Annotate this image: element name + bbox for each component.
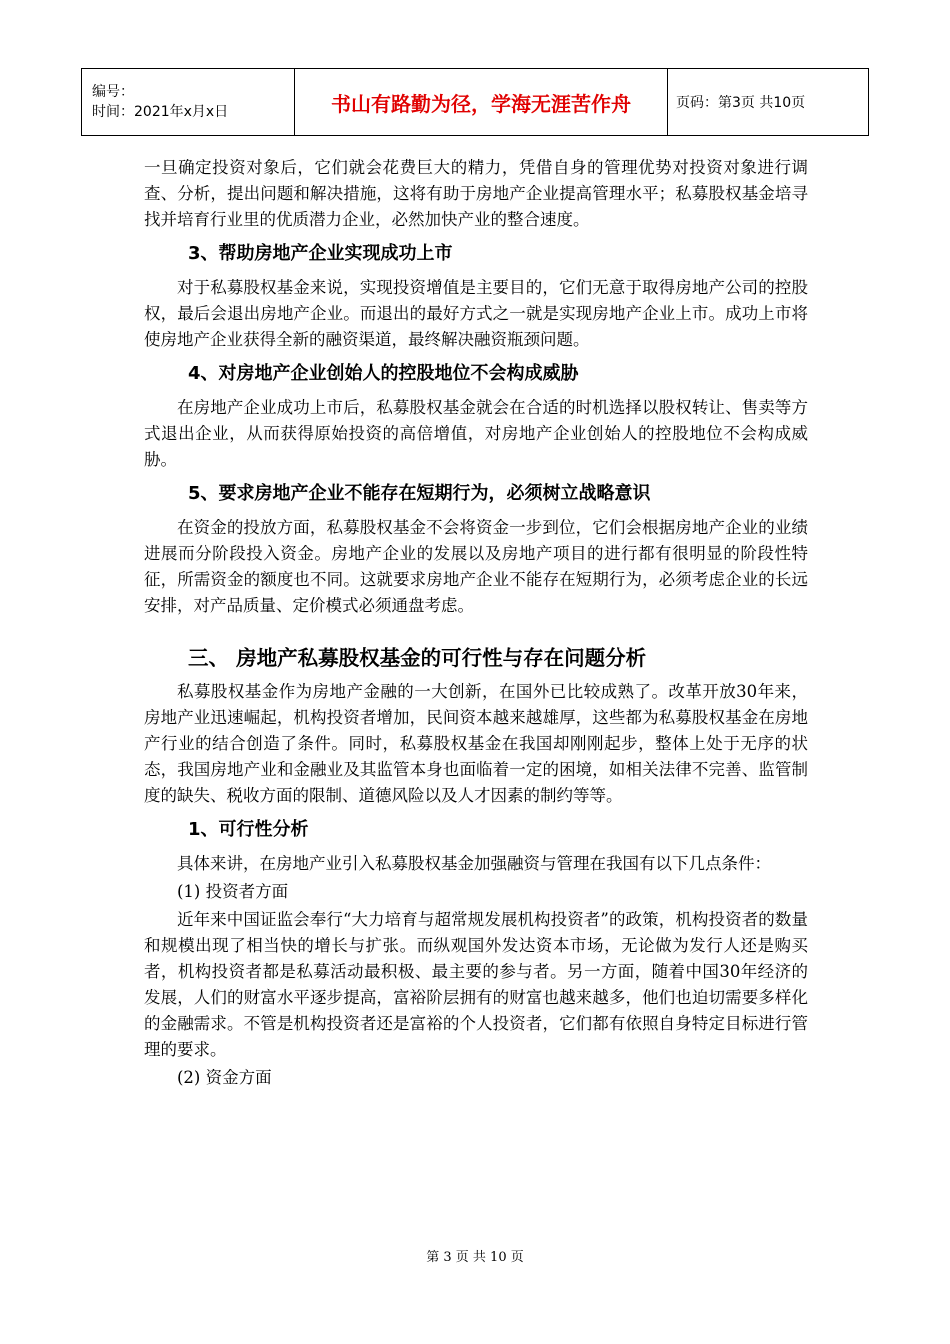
paragraph-section-3: 私募股权基金作为房地产金融的一大创新，在国外已比较成熟了。改革开放30年来，房地产业迅速崛起，机构投资者增加，民间资本越来越雄厚，这些都为私募股权基金在房地产行业的结合创造了条件。同时，私募股权基金在我国却刚刚起步，整体上处于无序的状态，我国房地产业和金融业及其监管本身也面临着一定的困境，如相关法律不完善、监管制度的缺失、税收方面的限制、道德风险以及人才因素的制约等等。 — [144, 682, 808, 805]
document-date-label: 时间：2021年x月x日 — [92, 104, 229, 120]
header-page-info: 页码：第3页 共10页 — [668, 69, 869, 136]
page-footer: 第 3 页 共 10 页 — [426, 1250, 524, 1265]
header-table — [81, 68, 869, 136]
document-number-label: 编号： — [92, 84, 134, 100]
paragraph-5: 在资金的投放方面，私募股权基金不会将资金一步到位，它们会根据房地产企业的业绩进展而分阶段投入资金。房地产企业的发展以及房地产项目的进行都有很明显的阶段性特征，所需资金的额度也不同。这就要求房地产企业不能存在短期行为，必须考虑企业的长远安排，对产品质量、定价模式必须通盘考虑。 — [144, 518, 808, 615]
subheading-investors: (1) 投资者方面 — [177, 882, 289, 901]
subheading-funds: (2) 资金方面 — [177, 1068, 272, 1087]
header-meta-cell — [82, 69, 295, 136]
heading-3: 3、帮助房地产企业实现成功上市 — [188, 243, 453, 264]
paragraph-intro: 一旦确定投资对象后，它们就会花费巨大的精力，凭借自身的管理优势对投资对象进行调查、分析，提出问题和解决措施，这将有助于房地产企业提高管理水平；私募股权基金培寻找并培育行业里的优质潜力企业，必然加快产业的整合速度。 — [144, 158, 808, 229]
heading-5: 5、要求房地产企业不能存在短期行为，必须树立战略意识 — [188, 483, 651, 504]
paragraph-4: 在房地产企业成功上市后，私募股权基金就会在合适的时机选择以股权转让、售卖等方式退出企业，从而获得原始投资的高倍增值，对房地产企业创始人的控股地位不会构成威胁。 — [144, 398, 808, 469]
header-motto: 书山有路勤为径，学海无涯苦作舟 — [295, 69, 668, 136]
paragraph-3: 对于私募股权基金来说，实现投资增值是主要目的，它们无意于取得房地产公司的控股权，最后会退出房地产企业。而退出的最好方式之一就是实现房地产企业上市。成功上市将使房地产企业获得全新的融资渠道，最终解决融资瓶颈问题。 — [144, 278, 808, 349]
heading-4: 4、对房地产企业创始人的控股地位不会构成威胁 — [188, 363, 579, 384]
heading-1-feasibility: 1、可行性分析 — [188, 819, 309, 840]
section-heading-3: 三、 房地产私募股权基金的可行性与存在问题分析 — [188, 646, 647, 670]
paragraph-1: 具体来讲，在房地产业引入私募股权基金加强融资与管理在我国有以下几点条件： — [177, 854, 771, 873]
paragraph-investors: 近年来中国证监会奉行“大力培育与超常规发展机构投资者”的政策，机构投资者的数量和规模出现了相当快的增长与扩张。而纵观国外发达资本市场，无论做为发行人还是购买者，机构投资者都是私募活动最积极、最主要的参与者。另一方面，随着中国30年经济的发展，人们的财富水平逐步提高，富裕阶层拥有的财富也越来越多，他们也迫切需要多样化的金融需求。不管是机构投资者还是富裕的个人投资者，它们都有依照自身特定目标进行管理的要求。 — [144, 910, 808, 1059]
document-body — [144, 155, 808, 1093]
